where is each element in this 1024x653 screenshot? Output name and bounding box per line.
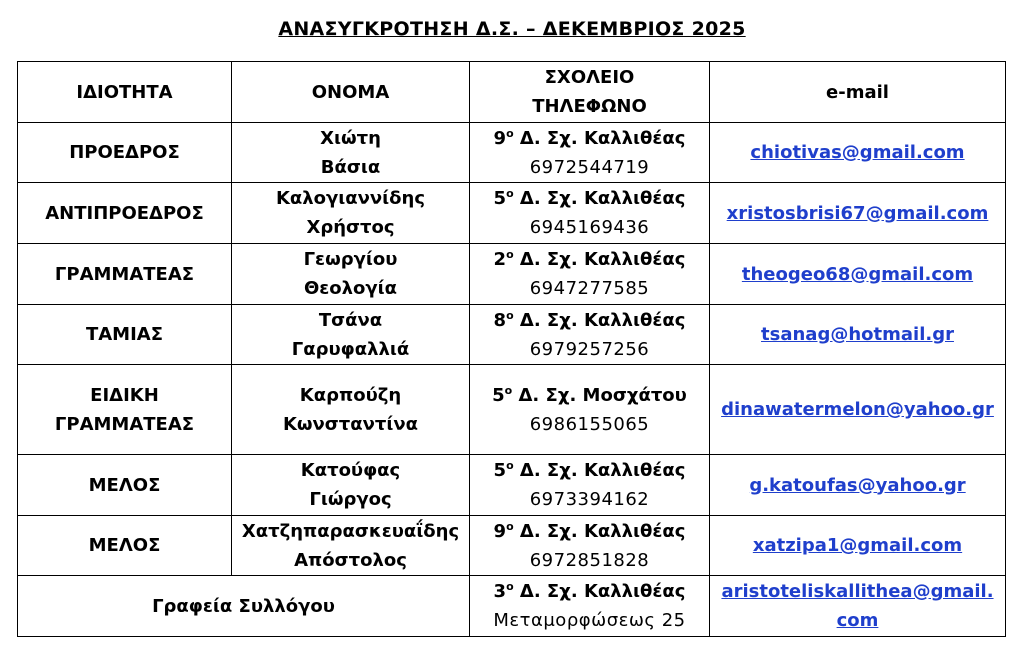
member-row <box>18 123 1006 183</box>
member-phone: 6979257256 <box>529 338 650 360</box>
member-phone: 6972851828 <box>529 549 650 571</box>
member-name <box>232 183 470 244</box>
office-address: Μεταμορφώσεως 25 <box>493 610 686 631</box>
member-phone: 6973394162 <box>529 489 650 510</box>
member-phone: 6945169436 <box>529 217 650 238</box>
member-surname: Χατζηπαρασκευαΐδης <box>241 520 460 542</box>
member-role <box>18 183 232 244</box>
member-school-number: 2 <box>493 249 507 270</box>
member-firstname: Κωνσταντίνα <box>282 413 419 435</box>
member-school <box>472 124 707 153</box>
member-role <box>18 516 232 576</box>
member-phone: 6972544719 <box>529 156 650 178</box>
member-school-ordinal: ο <box>506 519 514 533</box>
member-role-line1: ΑΝΤΙΠΡΟΕΔΡΟΣ <box>45 202 204 224</box>
header-school-phone <box>470 62 710 123</box>
member-surname: Καλογιαννίδης <box>275 188 426 209</box>
header-email: e-mail <box>710 62 1006 123</box>
member-email-link[interactable]: g.katoufas@yahoo.gr <box>749 474 966 496</box>
member-firstname: Απόστολος <box>294 549 407 571</box>
member-role <box>18 305 232 365</box>
member-role-line1: ΓΡΑΜΜΑΤΕΑΣ <box>54 263 195 285</box>
member-email-link[interactable]: dinawatermelon@yahoo.gr <box>721 399 994 420</box>
member-name <box>232 123 470 183</box>
member-surname: Κατούφας <box>300 460 401 481</box>
member-school-phone <box>470 183 710 244</box>
member-name <box>232 244 470 305</box>
member-email-link[interactable]: theogeo68@gmail.com <box>741 263 974 285</box>
member-surname: Τσάνα <box>318 309 383 331</box>
header-name: ΟΝΟΜΑ <box>232 62 470 123</box>
member-firstname: Χρήστος <box>306 217 395 238</box>
member-school-number: 9 <box>493 520 507 542</box>
member-email-link[interactable]: xatzipa1@gmail.com <box>752 535 963 556</box>
member-school <box>472 517 707 546</box>
office-email-cell <box>710 576 1006 637</box>
member-school-phone <box>470 305 710 365</box>
header-row <box>18 62 1006 123</box>
member-school-ordinal: ο <box>506 308 514 322</box>
board-table <box>17 61 1006 637</box>
member-role-line1: ΤΑΜΙΑΣ <box>85 324 164 345</box>
member-row <box>18 455 1006 516</box>
member-email-cell <box>710 455 1006 516</box>
member-school-ordinal: ο <box>506 126 514 140</box>
member-surname: Καρπούζη <box>299 384 402 406</box>
office-school-name: Δ. Σχ. Καλλιθέας <box>513 581 686 602</box>
page-title: ΑΝΑΣΥΓΚΡΟΤΗΣΗ Δ.Σ. – ΔΕΚΕΜΒΡΙΟΣ 2025 <box>278 18 746 40</box>
member-surname: Χιώτη <box>320 127 381 149</box>
office-school-address <box>470 576 710 637</box>
member-school-phone <box>470 244 710 305</box>
member-firstname: Γαρυφαλλιά <box>291 338 410 360</box>
member-row <box>18 516 1006 576</box>
member-school-number: 5 <box>492 384 505 406</box>
office-row <box>18 576 1006 637</box>
member-school <box>472 456 707 485</box>
member-row <box>18 305 1006 365</box>
member-role <box>18 455 232 516</box>
member-phone: 6986155065 <box>529 413 650 435</box>
member-school-phone <box>470 123 710 183</box>
member-name <box>232 305 470 365</box>
member-firstname: Βάσια <box>320 156 381 178</box>
member-school <box>472 306 707 335</box>
office-school-number: 3 <box>493 581 507 602</box>
member-school-ordinal: ο <box>504 383 513 397</box>
member-email-cell <box>710 516 1006 576</box>
member-school-number: 5 <box>493 460 507 481</box>
member-role <box>18 123 232 183</box>
member-email-link[interactable]: tsanag@hotmail.gr <box>761 324 954 345</box>
member-role-line1: ΜΕΛΟΣ <box>88 535 161 556</box>
member-school-phone <box>470 516 710 576</box>
member-email-cell <box>710 244 1006 305</box>
member-school-name: Δ. Σχ. Καλλιθέας <box>513 460 686 481</box>
member-role-line2: ΓΡΑΜΜΑΤΕΑΣ <box>54 413 195 435</box>
member-school-name: Δ. Σχ. Καλλιθέας <box>513 309 686 331</box>
member-surname: Γεωργίου <box>303 249 398 270</box>
member-role-line1: ΕΙΔΙΚΗ <box>90 384 159 406</box>
member-school-name: Δ. Σχ. Καλλιθέας <box>513 127 686 149</box>
office-label: Γραφεία Συλλόγου <box>18 576 470 637</box>
member-email-cell <box>710 365 1006 455</box>
member-school-phone <box>470 365 710 455</box>
member-row <box>18 183 1006 244</box>
member-row <box>18 244 1006 305</box>
member-name <box>232 365 470 455</box>
office-email-link[interactable]: aristoteliskallithea@gmail.com <box>721 581 994 631</box>
member-name <box>232 516 470 576</box>
member-role <box>18 244 232 305</box>
member-email-cell <box>710 123 1006 183</box>
member-email-cell <box>710 305 1006 365</box>
member-school-number: 5 <box>493 188 507 209</box>
member-school-phone <box>470 455 710 516</box>
member-school-ordinal: ο <box>506 459 514 472</box>
member-school-name: Δ. Σχ. Καλλιθέας <box>513 188 686 209</box>
member-phone: 6947277585 <box>529 278 650 299</box>
member-school-name: Δ. Σχ. Καλλιθέας <box>513 249 686 270</box>
board-table-body <box>18 62 1006 637</box>
member-email-link[interactable]: chiotivas@gmail.com <box>750 142 965 163</box>
member-role-line1: ΠΡΟΕΔΡΟΣ <box>69 142 180 163</box>
member-school-ordinal: ο <box>506 248 514 261</box>
member-firstname: Θεολογία <box>303 278 398 299</box>
header-school: ΣΧΟΛΕΙΟ <box>544 67 635 88</box>
member-email-link[interactable]: xristosbrisi67@gmail.com <box>726 202 989 224</box>
member-school-number: 9 <box>493 127 507 149</box>
member-school <box>472 245 707 274</box>
office-school <box>472 577 707 606</box>
member-firstname: Γιώργος <box>309 489 392 510</box>
member-school-ordinal: ο <box>506 187 514 200</box>
member-role <box>18 365 232 455</box>
member-school-number: 8 <box>493 309 507 331</box>
member-row <box>18 365 1006 455</box>
header-phone: ΤΗΛΕΦΩΝΟ <box>532 96 647 117</box>
member-school <box>472 381 707 410</box>
member-school-name: Δ. Σχ. Καλλιθέας <box>513 520 686 542</box>
office-school-ordinal: ο <box>506 580 514 593</box>
member-role-line1: ΜΕΛΟΣ <box>88 474 161 496</box>
member-name <box>232 455 470 516</box>
member-email-cell <box>710 183 1006 244</box>
member-school <box>472 184 707 213</box>
member-school-name: Δ. Σχ. Μοσχάτου <box>512 384 687 406</box>
header-role: ΙΔΙΟΤΗΤΑ <box>18 62 232 123</box>
